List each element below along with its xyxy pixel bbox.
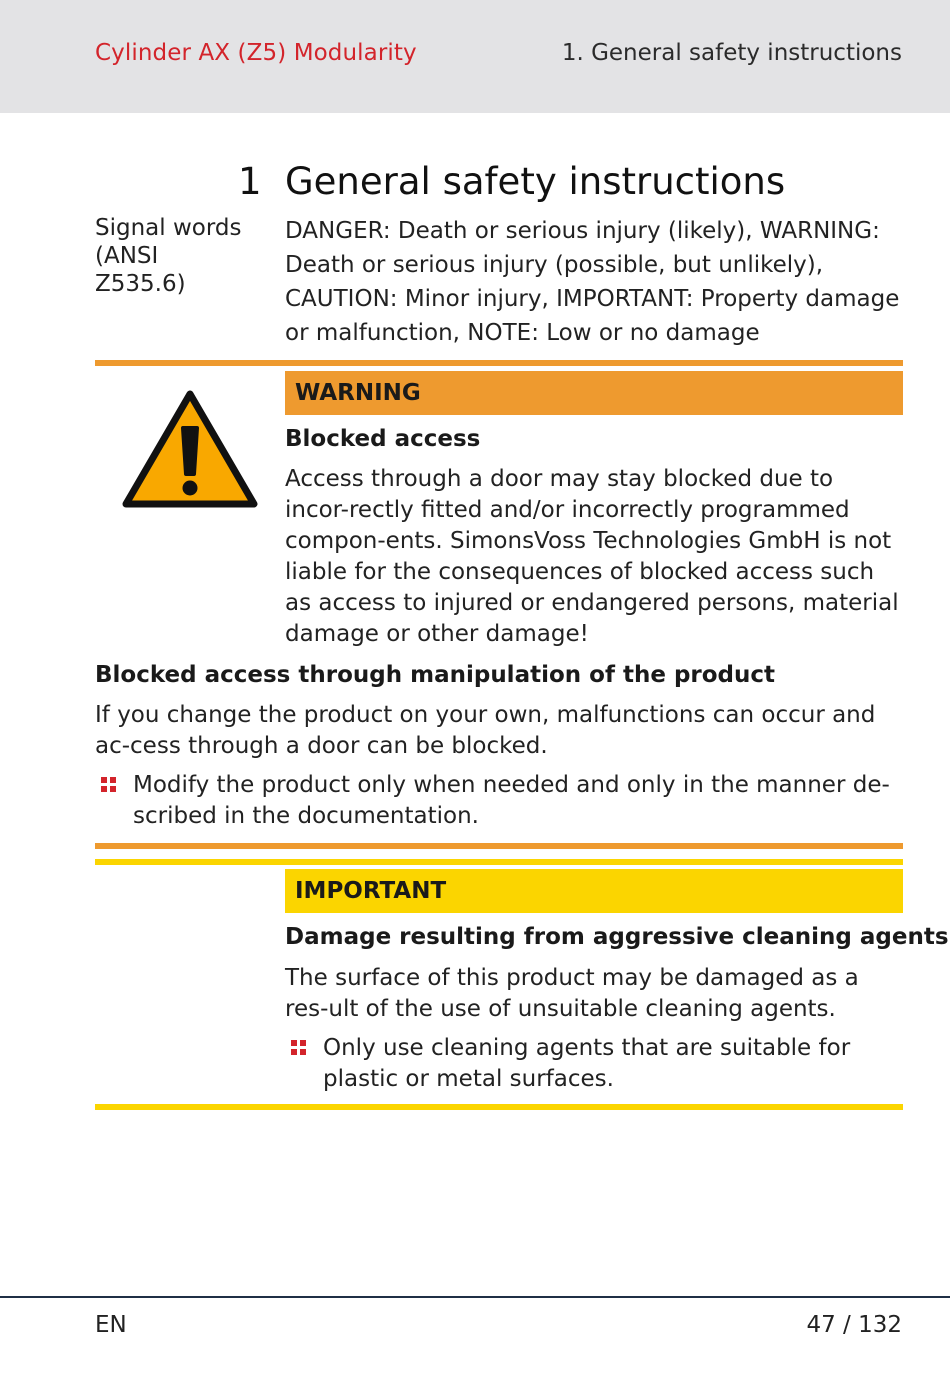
important-banner: IMPORTANT bbox=[285, 869, 903, 913]
warning-triangle-icon bbox=[121, 388, 259, 510]
footer-divider bbox=[0, 1296, 950, 1298]
bullet-icon bbox=[291, 1040, 307, 1056]
page-number: 47 / 132 bbox=[806, 1312, 902, 1338]
important-bullet-text: Only use cleaning agents that are suitable for plastic or metal surfaces. bbox=[323, 1035, 851, 1092]
important-text: The surface of this product may be damaged as a res-ult of the use of unsuitable cleaning agents. bbox=[285, 965, 859, 1022]
warning-banner: WARNING bbox=[285, 371, 903, 415]
bullet-icon bbox=[101, 777, 117, 793]
warning-bottom-rule bbox=[95, 843, 903, 849]
footer-language: EN bbox=[95, 1312, 127, 1338]
important-bottom-rule bbox=[95, 1104, 903, 1110]
warning-heading: Blocked access bbox=[285, 426, 481, 452]
signal-words-label: Signal words (ANSI Z535.6) bbox=[95, 215, 242, 297]
chapter-number: 1 bbox=[238, 160, 262, 203]
manipulation-heading: Blocked access through manipulation of the product bbox=[95, 662, 776, 688]
warning-top-rule bbox=[95, 360, 903, 366]
manipulation-text: If you change the product on your own, malfunctions can occur and ac-cess through a door can be blocked. bbox=[95, 702, 876, 759]
important-top-rule bbox=[95, 859, 903, 865]
manipulation-bullet-text: Modify the product only when needed and only in the manner de-scribed in the documentation. bbox=[133, 772, 890, 829]
signal-words-text: DANGER: Death or serious injury (likely), WARNING: Death or serious injury (possible, but unlikely), CAUTION: Minor injury, IMPORTANT: Property damage or malfunction, NOTE: Low or no damage bbox=[285, 218, 900, 346]
running-section-title: 1. General safety instructions bbox=[561, 40, 902, 66]
important-heading: Damage resulting from aggressive cleaning agents bbox=[285, 924, 949, 950]
chapter-title: General safety instructions bbox=[285, 160, 786, 203]
document-title: Cylinder AX (Z5) Modularity bbox=[95, 40, 417, 66]
warning-text: Access through a door may stay blocked due to incor-rectly fitted and/or incorrectly programmed compon-ents. SimonsVoss Technologies GmbH is not liable for the consequences of blocked access such as access to injured or endangered persons, material damage or other damage! bbox=[285, 466, 899, 647]
